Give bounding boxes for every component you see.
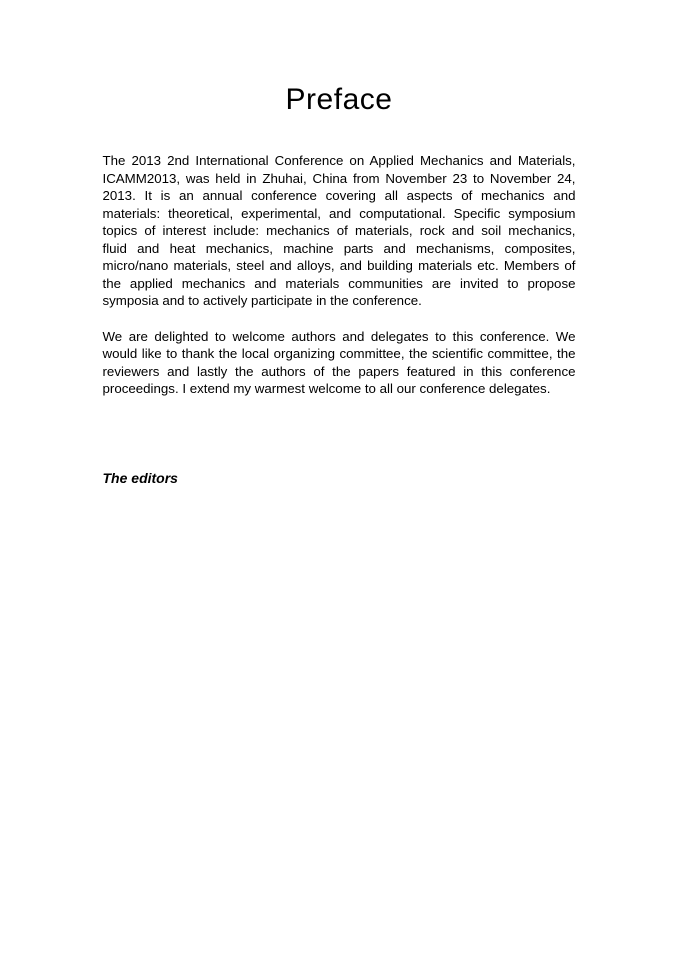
text-line: symposia and to actively participate in the conference. xyxy=(102,293,422,308)
text-line: the applied mechanics and materials communities are invited to propose xyxy=(102,275,576,291)
page-title: Preface xyxy=(285,83,393,116)
text-line: fluid and heat mechanics, machine parts and mechanisms, composites, xyxy=(102,240,576,256)
text-line: proceedings. I extend my warmest welcome to all our conference delegates. xyxy=(102,381,551,396)
text-line: 2013. It is an annual conference covering all aspects of mechanics and xyxy=(102,188,576,203)
text-line: micro/nano materials, steel and alloys, and building materials etc. Members of xyxy=(102,258,576,273)
text-line: materials: theoretical, experimental, and computational. Specific symposium xyxy=(102,205,576,221)
text-line: would like to thank the local organizing committee, the scientific committee, the xyxy=(102,346,576,361)
paragraph-2 xyxy=(103,328,576,398)
text-line: topics of interest include: mechanics of materials, rock and soil mechanics, xyxy=(102,223,576,238)
text-line: We are delighted to welcome authors and delegates to this conference. We xyxy=(102,328,576,344)
text-line: The 2013 2nd International Conference on Applied Mechanics and Materials, xyxy=(102,153,576,168)
page-content xyxy=(103,152,576,487)
text-line: reviewers and lastly the authors of the papers featured in this conference xyxy=(102,363,576,379)
paragraph-1 xyxy=(103,152,576,310)
editors-signature: The editors xyxy=(102,469,178,486)
text-line: ICAMM2013, was held in Zhuhai, China from November 23 to November 24, xyxy=(102,170,576,186)
